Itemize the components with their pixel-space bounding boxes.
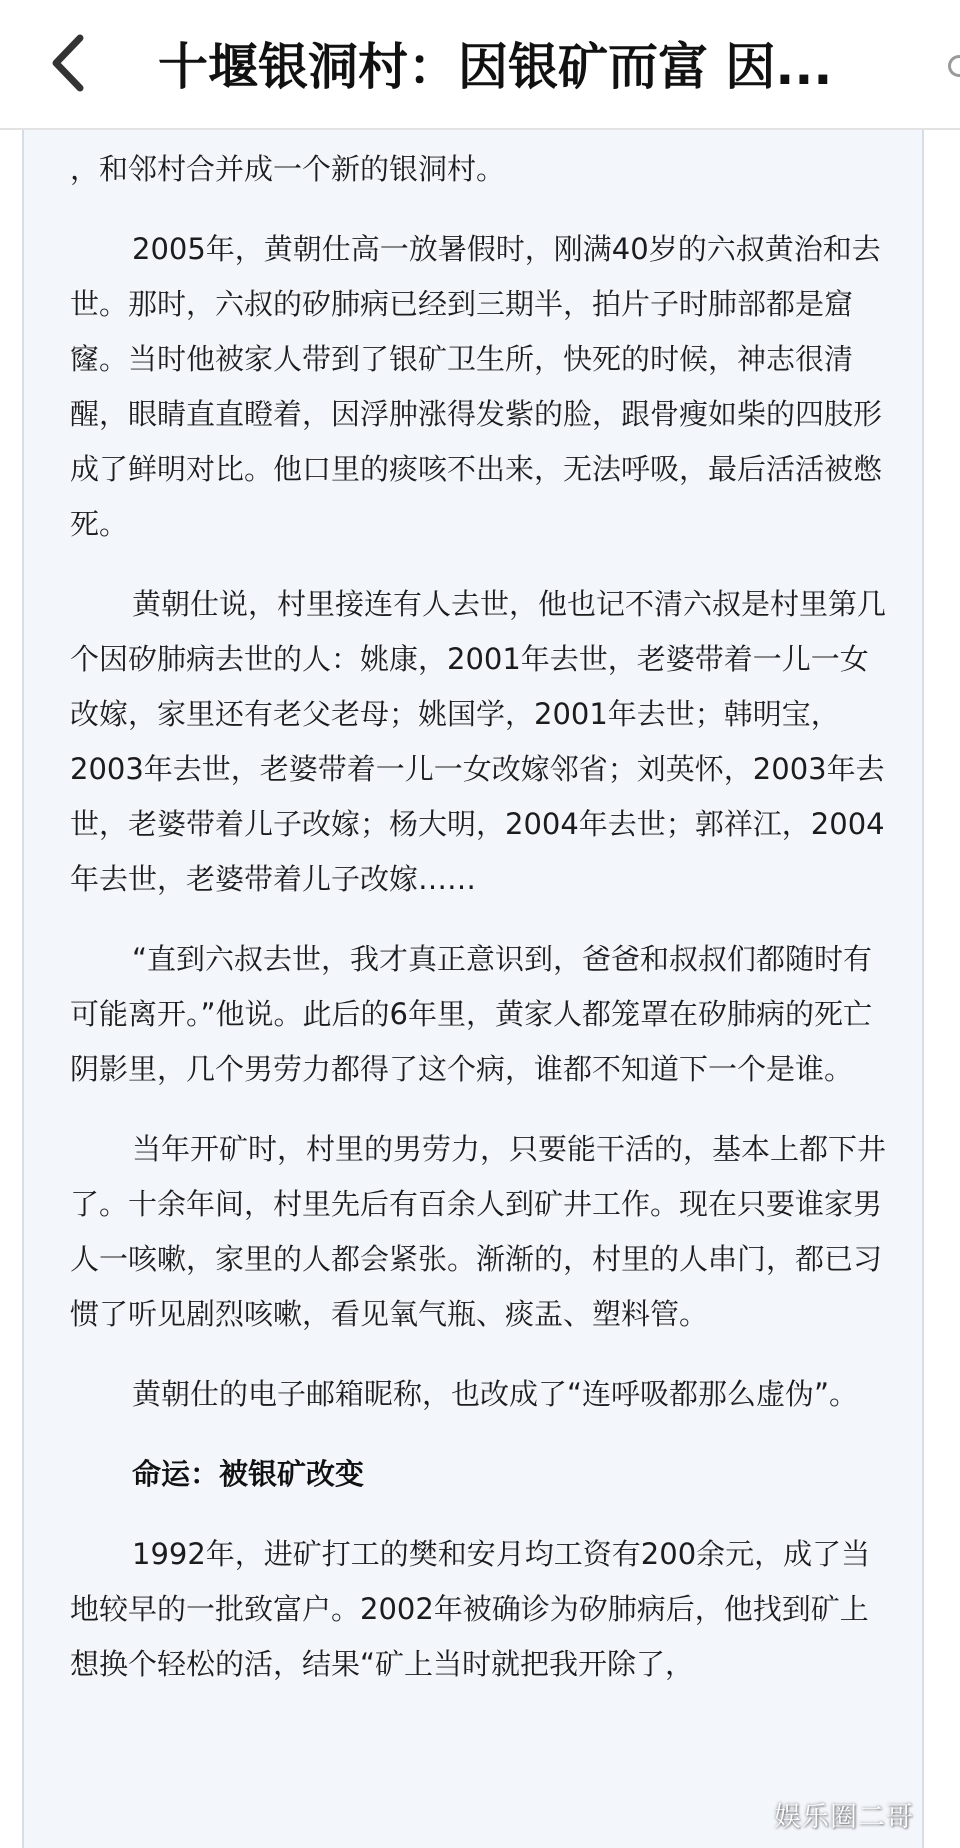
paragraph-3: 黄朝仕说，村里接连有人去世，他也记不清六叔是村里第几个因矽肺病去世的人：姚康，2001年去世，老婆带着一儿一女改嫁，家里还有老父老母；姚国学，2001年去世；韩明宝，2003年去世，老婆带着一儿一女改嫁邻省；刘英怀，2003年去世，老婆带着儿子改嫁；杨大明，2004年去世；郭祥江，2004年去世，老婆带着儿子改嫁…… [70,587,887,896]
paragraph-5: 当年开矿时，村里的男劳力，只要能干活的，基本上都下井了。十余年间，村里先后有百余人到矿井工作。现在只要谁家男人一咳嗽，家里的人都会紧张。渐渐的，村里的人串门，都已习惯了听见剧烈咳嗽，看见氧气瓶、痰盂、塑料管。 [70,1132,887,1331]
paragraph-6: 黄朝仕的电子邮箱昵称，也改成了“连呼吸都那么虚伪”。 [132,1377,859,1411]
app-header [0,0,960,130]
back-button[interactable] [36,28,106,98]
paragraph-4: “直到六叔去世，我才真正意识到，爸爸和叔叔们都随时有可能离开。”他说。此后的6年里，黄家人都笼罩在矽肺病的死亡阴影里，几个男劳力都得了这个病，谁都不知道下一个是谁。 [70,942,873,1086]
share-icon-edge[interactable] [948,55,960,77]
paragraph-2: 2005年，黄朝仕高一放暑假时，刚满40岁的六叔黄治和去世。那时，六叔的矽肺病已经到三期半，拍片子时肺部都是窟窿。当时他被家人带到了银矿卫生所，快死的时候，神志很清醒，眼睛直直瞪着，因浮肿涨得发紫的脸，跟骨瘦如柴的四肢形成了鲜明对比。他口里的痰咳不出来，无法呼吸，最后活活被憋死。 [70,232,883,541]
section-heading: 命运：被银矿改变 [132,1457,365,1491]
watermark: 娱乐圈二哥 [774,1802,914,1833]
page-title: 十堰银洞村：因银矿而富 因... [158,38,833,96]
article-body [22,130,924,1848]
paragraph-7: 1992年，进矿打工的樊和安月均工资有200余元，成了当地较早的一批致富户。2002年被确诊为矽肺病后，他找到矿上想换个轻松的活，结果“矿上当时就把我开除了， [70,1537,871,1681]
paragraph-1: ，和邻村合并成一个新的银洞村。 [70,152,506,186]
chevron-left-icon [36,28,106,98]
article-content [70,142,894,1717]
